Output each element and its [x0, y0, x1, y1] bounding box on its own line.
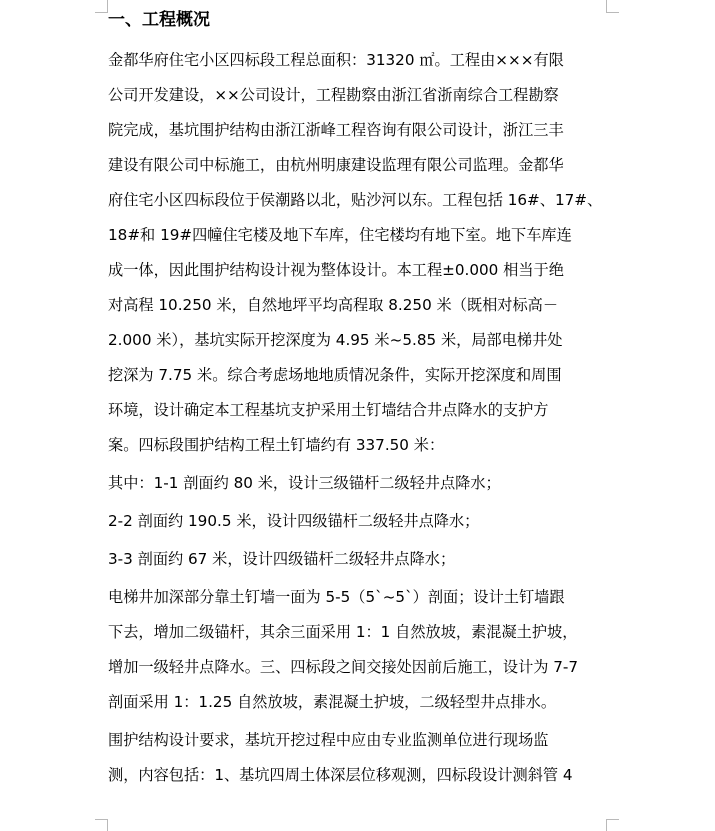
- body-line: 挖深为 7.75 米。综合考虑场地地质情况条件，实际开挖深度和周围: [108, 366, 562, 384]
- body-line: 环境，设计确定本工程基坑支护采用土钉墙结合井点降水的支护方: [108, 401, 549, 419]
- body-line: 2.000 米），基坑实际开挖深度为 4.95 米~5.85 米，局部电梯井处: [108, 331, 563, 349]
- body-line: 剖面采用 1：1.25 自然放坡，素混凝土护坡，二级轻型井点排水。: [108, 693, 557, 711]
- body-line: 案。四标段围护结构工程土钉墙约有 337.50 米：: [108, 436, 445, 454]
- body-line: 18#和 19#四幢住宅楼及地下车库，住宅楼均有地下室。地下车库连: [108, 226, 572, 244]
- body-line: 建设有限公司中标施工，由杭州明康建设监理有限公司监理。金都华: [108, 156, 564, 174]
- page-corner-mark-bottom-right: [606, 819, 619, 831]
- section-heading: 一、工程概况: [108, 10, 210, 30]
- body-line: 2-2 剖面约 190.5 米，设计四级锚杆二级轻井点降水；: [108, 512, 480, 530]
- body-line: 对高程 10.250 米，自然地坪平均高程取 8.250 米（既相对标高－: [108, 296, 559, 314]
- page-corner-mark-top-right: [606, 0, 619, 13]
- body-line: 增加一级轻井点降水。三、四标段之间交接处因前后施工，设计为 7-7: [108, 658, 579, 676]
- body-line: 其中：1-1 剖面约 80 米，设计三级锚杆二级轻井点降水；: [108, 474, 501, 492]
- body-line: 府住宅小区四标段位于侯潮路以北，贴沙河以东。工程包括 16#、17#、: [108, 191, 603, 209]
- body-line: 公司开发建设，××公司设计，工程勘察由浙江省浙南综合工程勘察: [108, 86, 559, 104]
- body-line: 院完成，基坑围护结构由浙江浙峰工程咨询有限公司设计，浙江三丰: [108, 121, 564, 139]
- body-line: 下去，增加二级锚杆，其余三面采用 1：1 自然放坡，素混凝土护坡，: [108, 623, 578, 641]
- page-corner-mark-bottom-left: [95, 819, 108, 831]
- body-line: 3-3 剖面约 67 米，设计四级锚杆二级轻井点降水；: [108, 550, 456, 568]
- body-line: 金都华府住宅小区四标段工程总面积：31320 ㎡。工程由×××有限: [108, 51, 564, 69]
- body-line: 围护结构设计要求，基坑开挖过程中应由专业监测单位进行现场监: [108, 731, 549, 749]
- body-line: 成一体，因此围护结构设计视为整体设计。本工程±0.000 相当于绝: [108, 261, 564, 279]
- body-line: 电梯井加深部分靠土钉墙一面为 5-5（5`~5`）剖面；设计土钉墙跟: [108, 588, 565, 606]
- page-corner-mark-top-left: [95, 0, 108, 13]
- body-line: 测，内容包括：1、基坑四周土体深层位移观测，四标段设计测斜管 4: [108, 766, 573, 784]
